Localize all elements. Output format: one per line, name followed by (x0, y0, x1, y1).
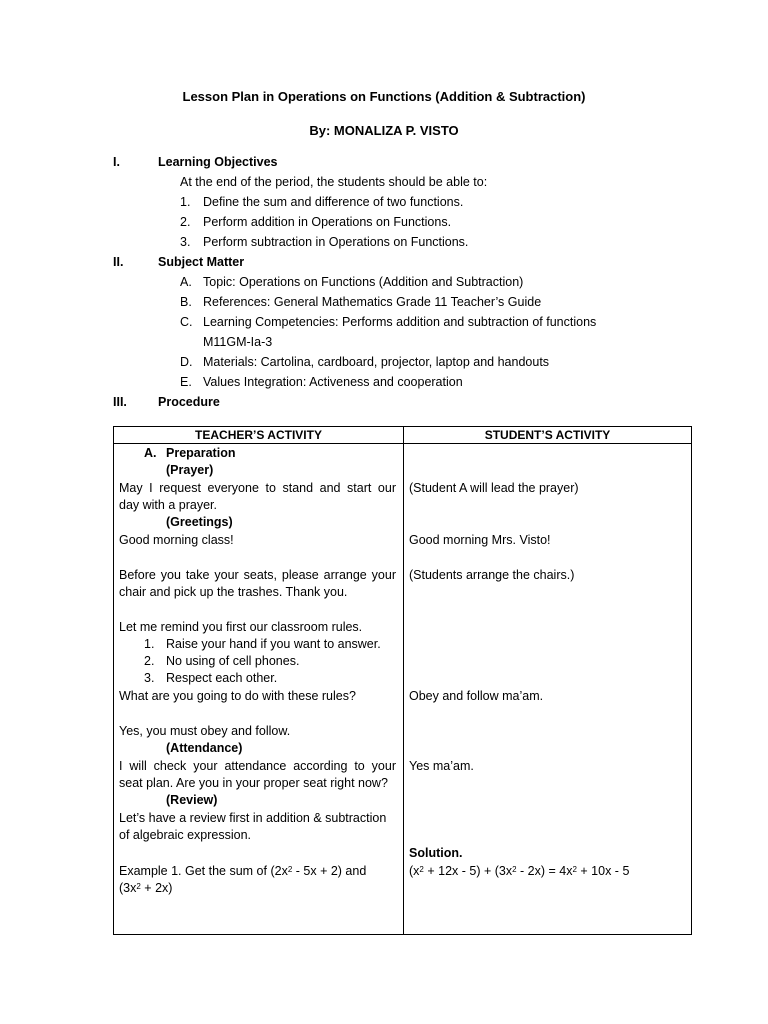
rules-question: What are you going to do with these rules? (119, 689, 356, 703)
table-header-row (114, 427, 692, 444)
rule-item: Respect each other. (166, 671, 278, 685)
objective-number: 2. (180, 215, 191, 229)
teacher-activity-header: TEACHER’S ACTIVITY (114, 427, 404, 444)
table-row (114, 444, 692, 935)
example-text: - 5x + 2) and (292, 864, 367, 878)
rule-number: 2. (144, 654, 155, 668)
exponent: 2 (419, 865, 424, 874)
section-1-numeral: I. (113, 155, 120, 169)
prayer-heading: (Prayer) (166, 463, 214, 477)
procedure-table (113, 426, 692, 935)
review-heading: (Review) (166, 793, 218, 807)
section-2-heading: Subject Matter (158, 255, 245, 269)
section-3-heading: Procedure (158, 395, 220, 409)
preparation-number: A. (144, 446, 157, 460)
student-chairs: (Students arrange the chairs.) (409, 568, 575, 582)
greeting-text: Good morning class! (119, 533, 234, 547)
attendance-line: seat plan. Are you in your proper seat right now? (119, 776, 388, 790)
solution-label: Solution. (409, 846, 463, 860)
objectives-intro: At the end of the period, the students should be able to: (180, 175, 488, 189)
objective-item: Perform subtraction in Operations on Functions. (203, 235, 469, 249)
subject-item: Learning Competencies: Performs addition and subtraction of functions (203, 315, 597, 329)
solution-text: + 10x - 5 (576, 864, 630, 878)
example-text: (3x (119, 881, 137, 895)
objective-item: Perform addition in Operations on Functions. (203, 215, 452, 229)
solution-text: (x (409, 864, 420, 878)
example-1-line (119, 880, 172, 897)
student-greeting: Good morning Mrs. Visto! (409, 533, 551, 547)
student-obey: Obey and follow ma’am. (409, 689, 544, 703)
review-line: Let’s have a review first in addition & subtraction (119, 811, 387, 825)
exponent: 2 (572, 865, 577, 874)
objective-number: 3. (180, 235, 191, 249)
objective-item: Define the sum and difference of two functions. (203, 195, 464, 209)
subject-number: B. (180, 295, 192, 309)
subject-item: Values Integration: Activeness and cooperation (203, 375, 463, 389)
attendance-heading: (Attendance) (166, 741, 243, 755)
subject-item: Materials: Cartolina, cardboard, projector, laptop and handouts (203, 355, 550, 369)
seat-instruction-line: Before you take your seats, please arrange your (119, 568, 396, 582)
subject-item-continued: M11GM-Ia-3 (203, 335, 273, 349)
document-author: By: MONALIZA P. VISTO (309, 123, 459, 138)
section-2-numeral: II. (113, 255, 124, 269)
prayer-request-line: day with a prayer. (119, 498, 217, 512)
solution-line (409, 863, 629, 880)
example-1-line (119, 863, 366, 880)
attendance-line: I will check your attendance according to your (119, 759, 396, 773)
subject-item: References: General Mathematics Grade 11 Teacher’s Guide (203, 295, 542, 309)
greetings-heading: (Greetings) (166, 515, 233, 529)
section-3-numeral: III. (113, 395, 127, 409)
section-1-heading: Learning Objectives (158, 155, 278, 169)
review-line: of algebraic expression. (119, 828, 252, 842)
rule-number: 1. (144, 637, 155, 651)
student-activity-cell (404, 444, 692, 935)
teacher-activity-cell (114, 444, 404, 935)
example-text: Example 1. Get the sum of (2x (119, 864, 288, 878)
rule-number: 3. (144, 671, 155, 685)
preparation-heading: Preparation (166, 446, 236, 460)
subject-number: E. (180, 375, 192, 389)
exponent: 2 (287, 865, 293, 874)
subject-number: D. (180, 355, 193, 369)
seat-instruction-line: chair and pick up the trashes. Thank you. (119, 585, 348, 599)
student-activity-header: STUDENT’S ACTIVITY (404, 427, 692, 444)
example-text: + 2x) (140, 881, 173, 895)
objective-number: 1. (180, 195, 191, 209)
exponent: 2 (136, 882, 141, 891)
subject-number: C. (180, 315, 193, 329)
rules-intro: Let me remind you first our classroom rules. (119, 620, 363, 634)
document-title: Lesson Plan in Operations on Functions (Addition & Subtraction) (182, 89, 586, 104)
solution-text: + 12x - 5) + (3x (423, 864, 513, 878)
rule-item: Raise your hand if you want to answer. (166, 637, 381, 651)
solution-text: - 2x) = 4x (516, 864, 573, 878)
student-yes: Yes ma’am. (409, 759, 474, 773)
rule-item: No using of cell phones. (166, 654, 300, 668)
subject-item: Topic: Operations on Functions (Addition and Subtraction) (203, 275, 524, 289)
obey-response: Yes, you must obey and follow. (119, 724, 291, 738)
prayer-request-line: May I request everyone to stand and start our (119, 481, 396, 495)
subject-number: A. (180, 275, 192, 289)
exponent: 2 (512, 865, 517, 874)
student-prayer: (Student A will lead the prayer) (409, 481, 579, 495)
